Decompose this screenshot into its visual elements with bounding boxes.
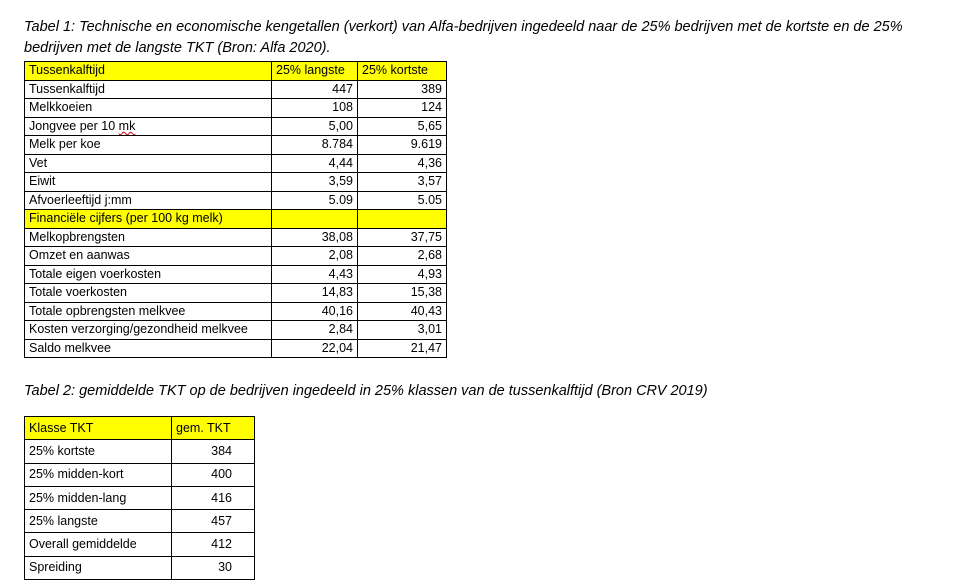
value-cell: 25% kortste <box>358 62 447 81</box>
value-cell: 8.784 <box>272 136 358 155</box>
value-cell: 416 <box>172 486 255 509</box>
table-row <box>25 284 447 303</box>
table-row <box>25 136 447 155</box>
value-cell: 3,57 <box>358 173 447 192</box>
row-label-cell: 25% midden-kort <box>25 463 172 486</box>
table-row <box>25 440 255 463</box>
value-cell <box>272 210 358 229</box>
value-cell: 25% langste <box>272 62 358 81</box>
value-cell: 5,65 <box>358 117 447 136</box>
value-cell: 38,08 <box>272 228 358 247</box>
table-row <box>25 99 447 118</box>
value-cell: 37,75 <box>358 228 447 247</box>
row-label-cell: Financiële cijfers (per 100 kg melk) <box>25 210 272 229</box>
value-cell: 3,59 <box>272 173 358 192</box>
row-label-cell: Spreiding <box>25 556 172 579</box>
value-cell: 447 <box>272 80 358 99</box>
row-label-cell: Tussenkalftijd <box>25 62 272 81</box>
table-row <box>25 173 447 192</box>
value-cell: 5,00 <box>272 117 358 136</box>
row-label-cell: Totale eigen voerkosten <box>25 265 272 284</box>
value-cell: 14,83 <box>272 284 358 303</box>
value-cell: 9.619 <box>358 136 447 155</box>
table-header-row <box>25 62 447 81</box>
value-cell: 108 <box>272 99 358 118</box>
row-label-cell: Melkopbrengsten <box>25 228 272 247</box>
value-cell: 389 <box>358 80 447 99</box>
table-row <box>25 117 447 136</box>
table-row <box>25 321 447 340</box>
value-cell: 5.05 <box>358 191 447 210</box>
table2-caption: Tabel 2: gemiddelde TKT op de bedrijven ingedeeld in 25% klassen van de tussenkalftijd (Bron CRV 2019) <box>24 383 708 399</box>
row-label-cell: Afvoerleeftijd j:mm <box>25 191 272 210</box>
value-cell: 400 <box>172 463 255 486</box>
value-cell: 4,43 <box>272 265 358 284</box>
table1 <box>24 61 447 358</box>
row-label-cell: Melk per koe <box>25 136 272 155</box>
table-row <box>25 463 255 486</box>
value-cell: 5.09 <box>272 191 358 210</box>
value-cell: 2,08 <box>272 247 358 266</box>
row-label-cell: Saldo melkvee <box>25 339 272 358</box>
value-cell: 22,04 <box>272 339 358 358</box>
table-row <box>25 80 447 99</box>
section-header-row <box>25 210 447 229</box>
table-row <box>25 228 447 247</box>
row-label-cell: Vet <box>25 154 272 173</box>
row-label-cell: 25% midden-lang <box>25 486 172 509</box>
table2 <box>24 416 255 580</box>
value-cell: 15,38 <box>358 284 447 303</box>
value-cell: 2,84 <box>272 321 358 340</box>
table-row <box>25 191 447 210</box>
value-cell: 384 <box>172 440 255 463</box>
table-header-row <box>25 417 255 440</box>
value-cell <box>358 210 447 229</box>
value-cell: 3,01 <box>358 321 447 340</box>
row-label-cell: Jongvee per 10 mk <box>25 117 272 136</box>
row-label-cell: Totale opbrengsten melkvee <box>25 302 272 321</box>
table-row <box>25 339 447 358</box>
table-row <box>25 486 255 509</box>
value-cell: 4,44 <box>272 154 358 173</box>
row-label-cell: Melkkoeien <box>25 99 272 118</box>
value-cell: 30 <box>172 556 255 579</box>
table1-caption: Tabel 1: Technische en economische kengetallen (verkort) van Alfa-bedrijven ingedeeld naar de 25% bedrijven met de kortste en de 25% bedrijven met de langste TKT (Bron: Alfa 2020). <box>24 19 903 56</box>
row-label-cell: Overall gemiddelde <box>25 533 172 556</box>
table-row <box>25 556 255 579</box>
value-cell: 412 <box>172 533 255 556</box>
value-cell: 40,16 <box>272 302 358 321</box>
spellcheck-marked-word: mk <box>118 118 136 133</box>
table-row <box>25 533 255 556</box>
row-label-cell: Totale voerkosten <box>25 284 272 303</box>
row-label-cell: 25% langste <box>25 510 172 533</box>
row-label-cell: Kosten verzorging/gezondheid melkvee <box>25 321 272 340</box>
table-row <box>25 265 447 284</box>
table-row <box>25 154 447 173</box>
value-cell: 40,43 <box>358 302 447 321</box>
value-cell: 457 <box>172 510 255 533</box>
row-label-cell: Tussenkalftijd <box>25 80 272 99</box>
row-label-cell: Klasse TKT <box>25 417 172 440</box>
value-cell: 4,93 <box>358 265 447 284</box>
table-row <box>25 302 447 321</box>
value-cell: 2,68 <box>358 247 447 266</box>
row-label-cell: 25% kortste <box>25 440 172 463</box>
value-cell: gem. TKT <box>172 417 255 440</box>
row-label-cell: Omzet en aanwas <box>25 247 272 266</box>
value-cell: 21,47 <box>358 339 447 358</box>
table-row <box>25 247 447 266</box>
value-cell: 124 <box>358 99 447 118</box>
table-row <box>25 510 255 533</box>
value-cell: 4,36 <box>358 154 447 173</box>
row-label-cell: Eiwit <box>25 173 272 192</box>
